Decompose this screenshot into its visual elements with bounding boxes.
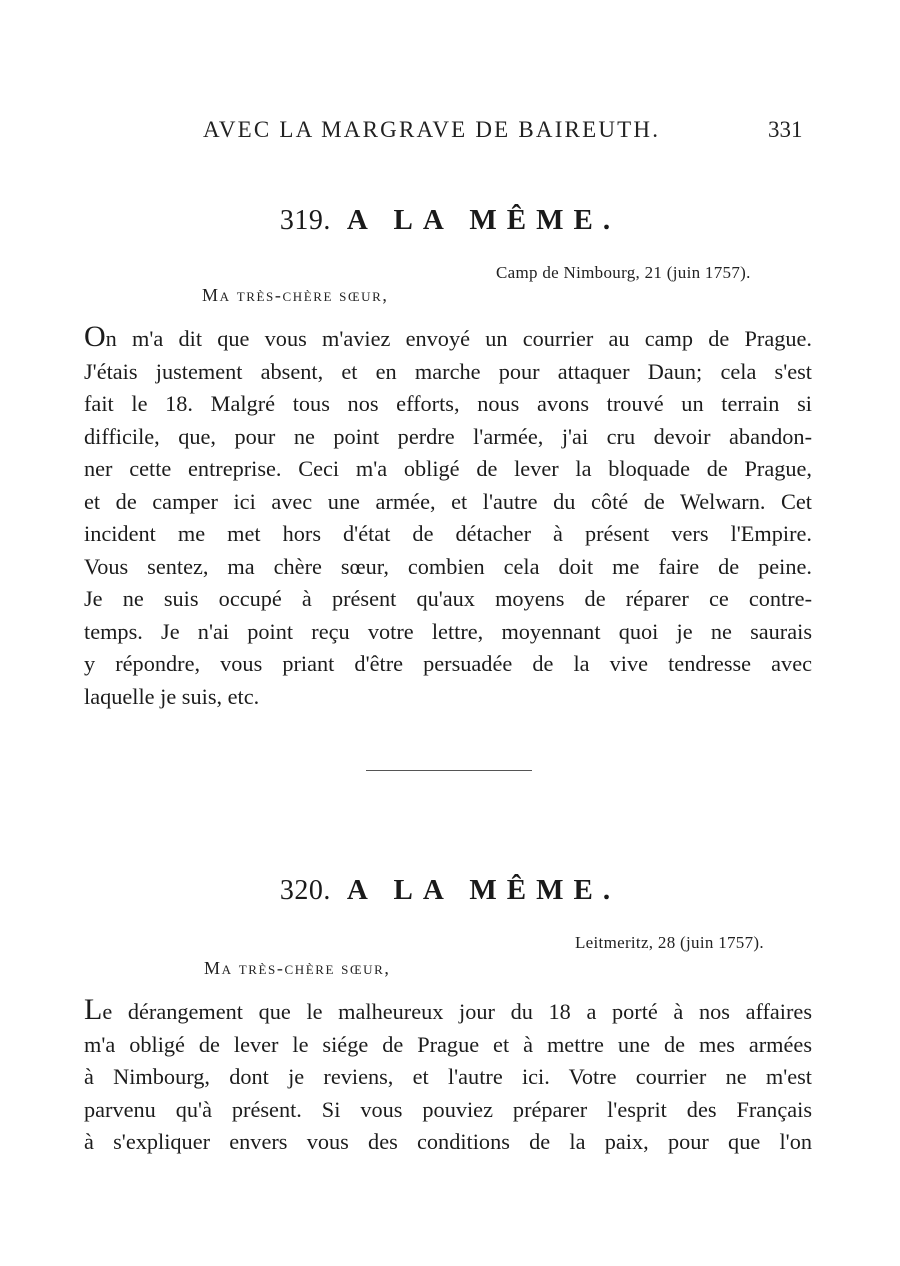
line-text: e dérangement que le malheureux jour du 18 a porté à nos affaires bbox=[102, 999, 812, 1024]
body-line: à Nimbourg, dont je reviens, et l'autre ici. Votre courrier ne m'est bbox=[84, 1064, 812, 1089]
drop-cap: L bbox=[84, 993, 103, 1026]
body-line: et de camper ici avec une armée, et l'autre du côté de Welwarn. Cet bbox=[84, 488, 812, 514]
letter-heading-319 bbox=[0, 204, 900, 237]
body-line: fait le 18. Malgré tous nos efforts, nous avons trouvé un terrain si bbox=[84, 391, 812, 416]
dateline: Leitmeritz, 28 (juin 1757). bbox=[575, 933, 764, 952]
running-head bbox=[0, 117, 900, 147]
page-number: 331 bbox=[768, 117, 803, 142]
drop-cap: O bbox=[84, 320, 106, 353]
body-line: à s'expliquer envers vous des conditions de la paix, pour que l'on bbox=[84, 1129, 812, 1154]
body-line: J'étais justement absent, et en marche pour attaquer Daun; cela s'est bbox=[84, 358, 812, 384]
section-divider bbox=[366, 770, 532, 771]
body-line: Vous sentez, ma chère sœur, combien cela doit me faire de peine. bbox=[84, 553, 812, 579]
running-title: AVEC LA MARGRAVE DE BAIREUTH. bbox=[203, 117, 661, 142]
letter-heading-320 bbox=[0, 874, 900, 907]
letter-body-320 bbox=[84, 993, 812, 1159]
body-line bbox=[84, 320, 812, 356]
salutation: Ma très-chère sœur, bbox=[204, 958, 391, 978]
dateline: Camp de Nimbourg, 21 (juin 1757). bbox=[496, 263, 751, 282]
body-line: y répondre, vous priant d'être persuadée de la vive tendresse avec bbox=[84, 651, 812, 676]
body-line: parvenu qu'à présent. Si vous pouviez préparer l'esprit des Français bbox=[84, 1096, 812, 1122]
body-line: temps. Je n'ai point reçu votre lettre, moyennant quoi je ne saurais bbox=[84, 618, 812, 644]
body-line: Je ne suis occupé à présent qu'aux moyens de réparer ce contre- bbox=[84, 586, 812, 611]
body-line bbox=[84, 993, 812, 1029]
letter-title: A LA MÊME. bbox=[346, 204, 621, 236]
salutation: Ma très-chère sœur, bbox=[202, 285, 389, 305]
letter-number: 320. bbox=[279, 875, 331, 906]
letter-title: A LA MÊME. bbox=[346, 874, 621, 906]
body-line: ner cette entreprise. Ceci m'a obligé de lever la bloquade de Prague, bbox=[84, 456, 812, 481]
body-line: incident me met hors d'état de détacher à présent vers l'Empire. bbox=[84, 521, 812, 546]
body-line: laquelle je suis, etc. bbox=[84, 683, 260, 709]
letter-number: 319. bbox=[279, 205, 331, 236]
line-text: n m'a dit que vous m'aviez envoyé un courrier au camp de Prague. bbox=[105, 326, 812, 351]
body-line: difficile, que, pour ne point perdre l'armée, j'ai cru devoir abandon- bbox=[84, 423, 812, 449]
letter-body-319 bbox=[84, 320, 812, 713]
body-line: m'a obligé de lever le siége de Prague et à mettre une de mes armées bbox=[84, 1031, 812, 1057]
